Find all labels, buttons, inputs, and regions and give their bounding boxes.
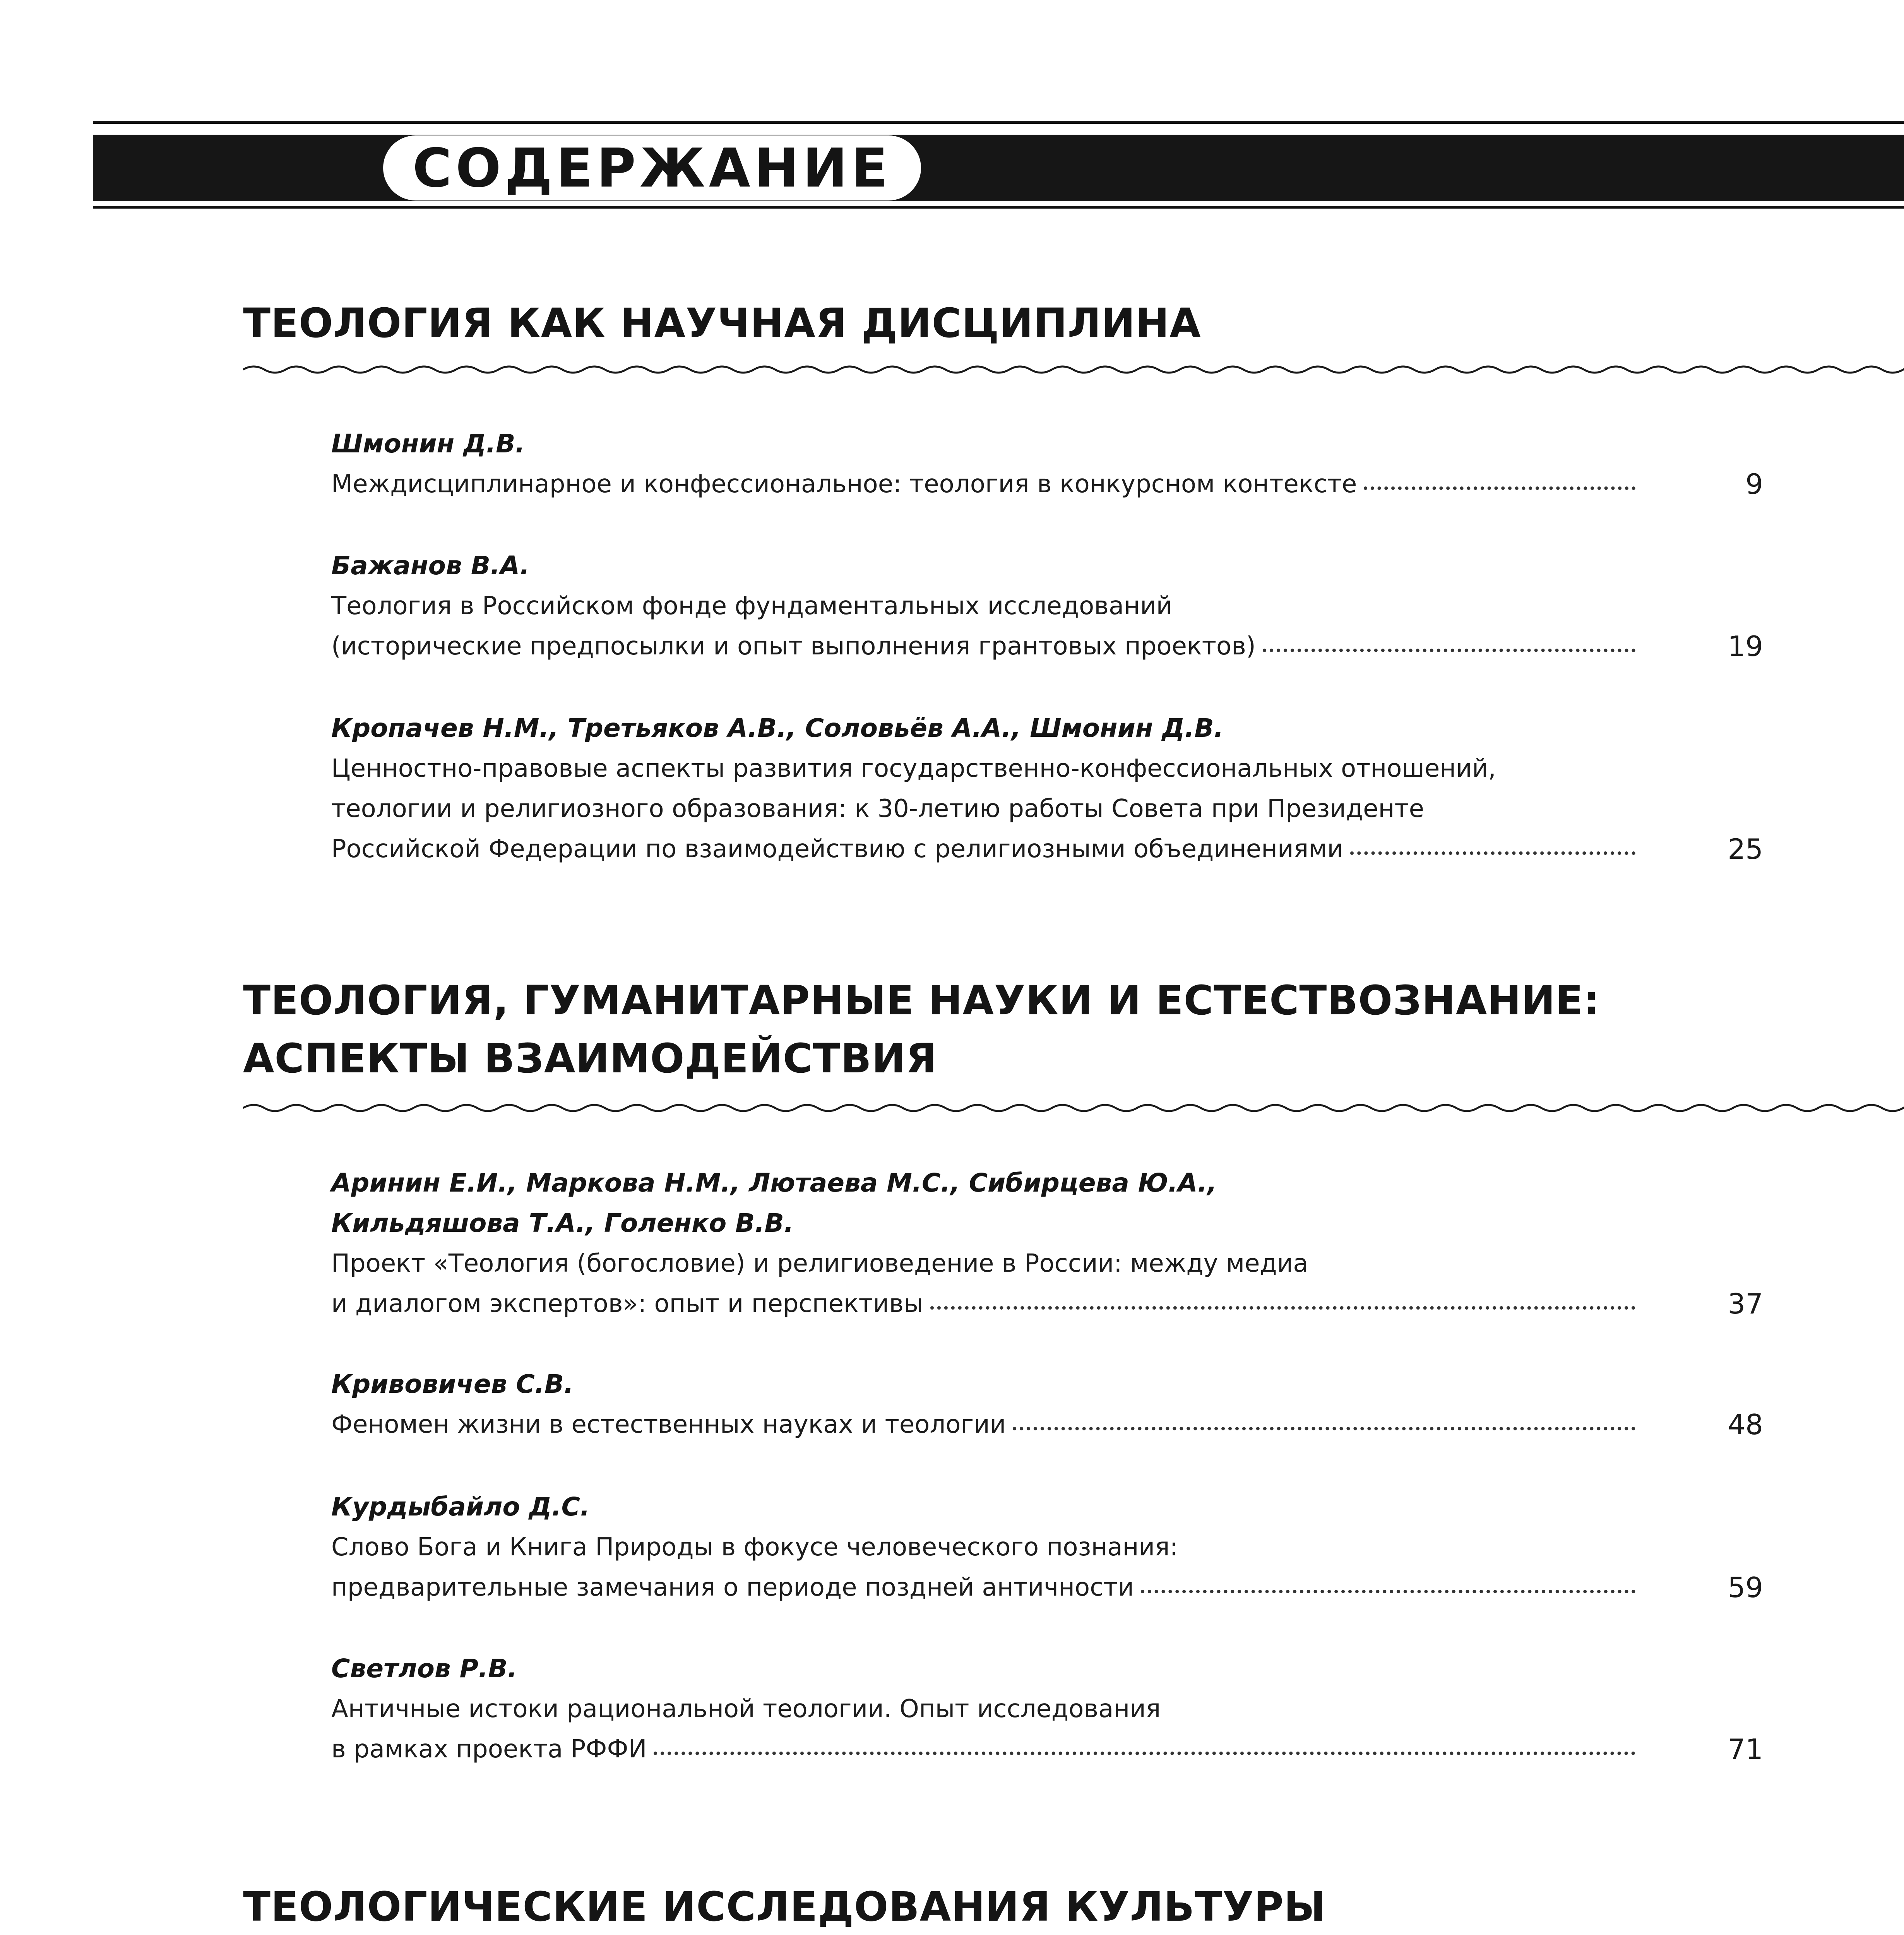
dot-leader [1013, 1427, 1635, 1430]
entry-page-number: 19 [1728, 630, 1763, 663]
entry-page-number: 9 [1745, 468, 1763, 500]
entry-authors: Кропачев Н.М., Третьяков А.В., Соловьёв А.А., Шмонин Д.В. [331, 713, 1224, 743]
entry-title-text: и диалогом экспертов»: опыт и перспективы [331, 1289, 923, 1318]
entry-title-line: Проект «Теология (богословие) и религиоведение в России: между медиа [331, 1249, 1308, 1278]
entry-page-number: 59 [1728, 1571, 1763, 1604]
contents-heading: СОДЕРЖАНИЕ [413, 137, 892, 199]
dot-leader [1263, 649, 1635, 652]
entry-page-number: 37 [1728, 1288, 1763, 1320]
entry-title-text: в рамках проекта РФФИ [331, 1735, 647, 1764]
dot-leader [930, 1306, 1635, 1310]
dot-leader [1364, 486, 1635, 490]
section-wavy-divider [243, 1100, 1904, 1116]
entry-title-line [331, 1729, 1635, 1769]
section-wavy-divider [243, 362, 1904, 377]
section-title [243, 294, 1201, 352]
header-top-rule [93, 121, 1904, 124]
entry-page-number: 71 [1728, 1733, 1763, 1765]
header-bottom-rule [93, 206, 1904, 209]
entry-title-text: Феномен жизни в естественных науках и теологии [331, 1410, 1006, 1439]
toc-entry[interactable] [331, 1163, 1763, 1324]
dot-leader [1141, 1590, 1635, 1593]
entry-title-line [331, 626, 1635, 666]
entry-title-line: Античные истоки рациональной теологии. Опыт исследования [331, 1695, 1161, 1723]
entry-title-line [331, 464, 1635, 504]
header-band [93, 135, 1904, 201]
entry-title-text: предварительные замечания о периоде поздней античности [331, 1573, 1134, 1602]
entry-authors: Светлов Р.В. [331, 1654, 517, 1683]
entry-title-text: Междисциплинарное и конфессиональное: теология в конкурсном контексте [331, 470, 1357, 498]
section-title-line: ТЕОЛОГИЧЕСКИЕ ИССЛЕДОВАНИЯ КУЛЬТУРЫ [243, 1883, 1326, 1930]
entry-title-line: Ценностно-правовые аспекты развития государственно-конфессиональных отношений, [331, 754, 1496, 783]
entry-title-line [331, 1284, 1635, 1324]
entry-title-line [331, 1404, 1635, 1445]
section-title [243, 971, 1600, 1087]
entry-title-line [331, 829, 1635, 869]
header-title-pill [383, 135, 921, 200]
entry-authors: Шмонин Д.В. [331, 429, 525, 459]
toc-entry[interactable] [331, 1487, 1763, 1608]
section-title-line: ТЕОЛОГИЯ, ГУМАНИТАРНЫЕ НАУКИ И ЕСТЕСТВОЗНАНИЕ: [243, 977, 1600, 1024]
section-title [243, 1878, 1326, 1935]
toc-entry[interactable] [331, 1364, 1763, 1445]
entry-title-line [331, 1567, 1635, 1608]
section-title-line: ТЕОЛОГИЯ КАК НАУЧНАЯ ДИСЦИПЛИНА [243, 300, 1201, 347]
entry-title-line: теологии и религиозного образования: к 30-летию работы Совета при Президенте [331, 795, 1425, 823]
entry-authors: Бажанов В.А. [331, 551, 530, 580]
entry-authors: Аринин Е.И., Маркова Н.М., Лютаева М.С., Сибирцева Ю.А., [331, 1168, 1217, 1198]
toc-entry[interactable] [331, 424, 1763, 504]
entry-authors: Кривовичев С.В. [331, 1369, 574, 1399]
entry-authors: Курдыбайло Д.С. [331, 1492, 590, 1522]
entry-title-line: Слово Бога и Книга Природы в фокусе человеческого познания: [331, 1533, 1178, 1562]
entry-page-number: 48 [1728, 1408, 1763, 1441]
entry-page-number: 25 [1728, 833, 1763, 865]
entry-authors: Кильдяшова Т.А., Голенко В.В. [331, 1208, 794, 1238]
section-title-line: АСПЕКТЫ ВЗАИМОДЕЙСТВИЯ [243, 1035, 937, 1082]
entry-title-text: Российской Федерации по взаимодействию с религиозными объединениями [331, 835, 1343, 863]
dot-leader [1350, 851, 1635, 855]
toc-entry[interactable] [331, 1649, 1763, 1769]
entry-title-text: (исторические предпосылки и опыт выполнения грантовых проектов) [331, 632, 1256, 661]
toc-entry[interactable] [331, 708, 1763, 869]
toc-entry[interactable] [331, 546, 1763, 666]
dot-leader [654, 1752, 1635, 1755]
entry-title-line: Теология в Российском фонде фундаментальных исследований [331, 592, 1173, 620]
